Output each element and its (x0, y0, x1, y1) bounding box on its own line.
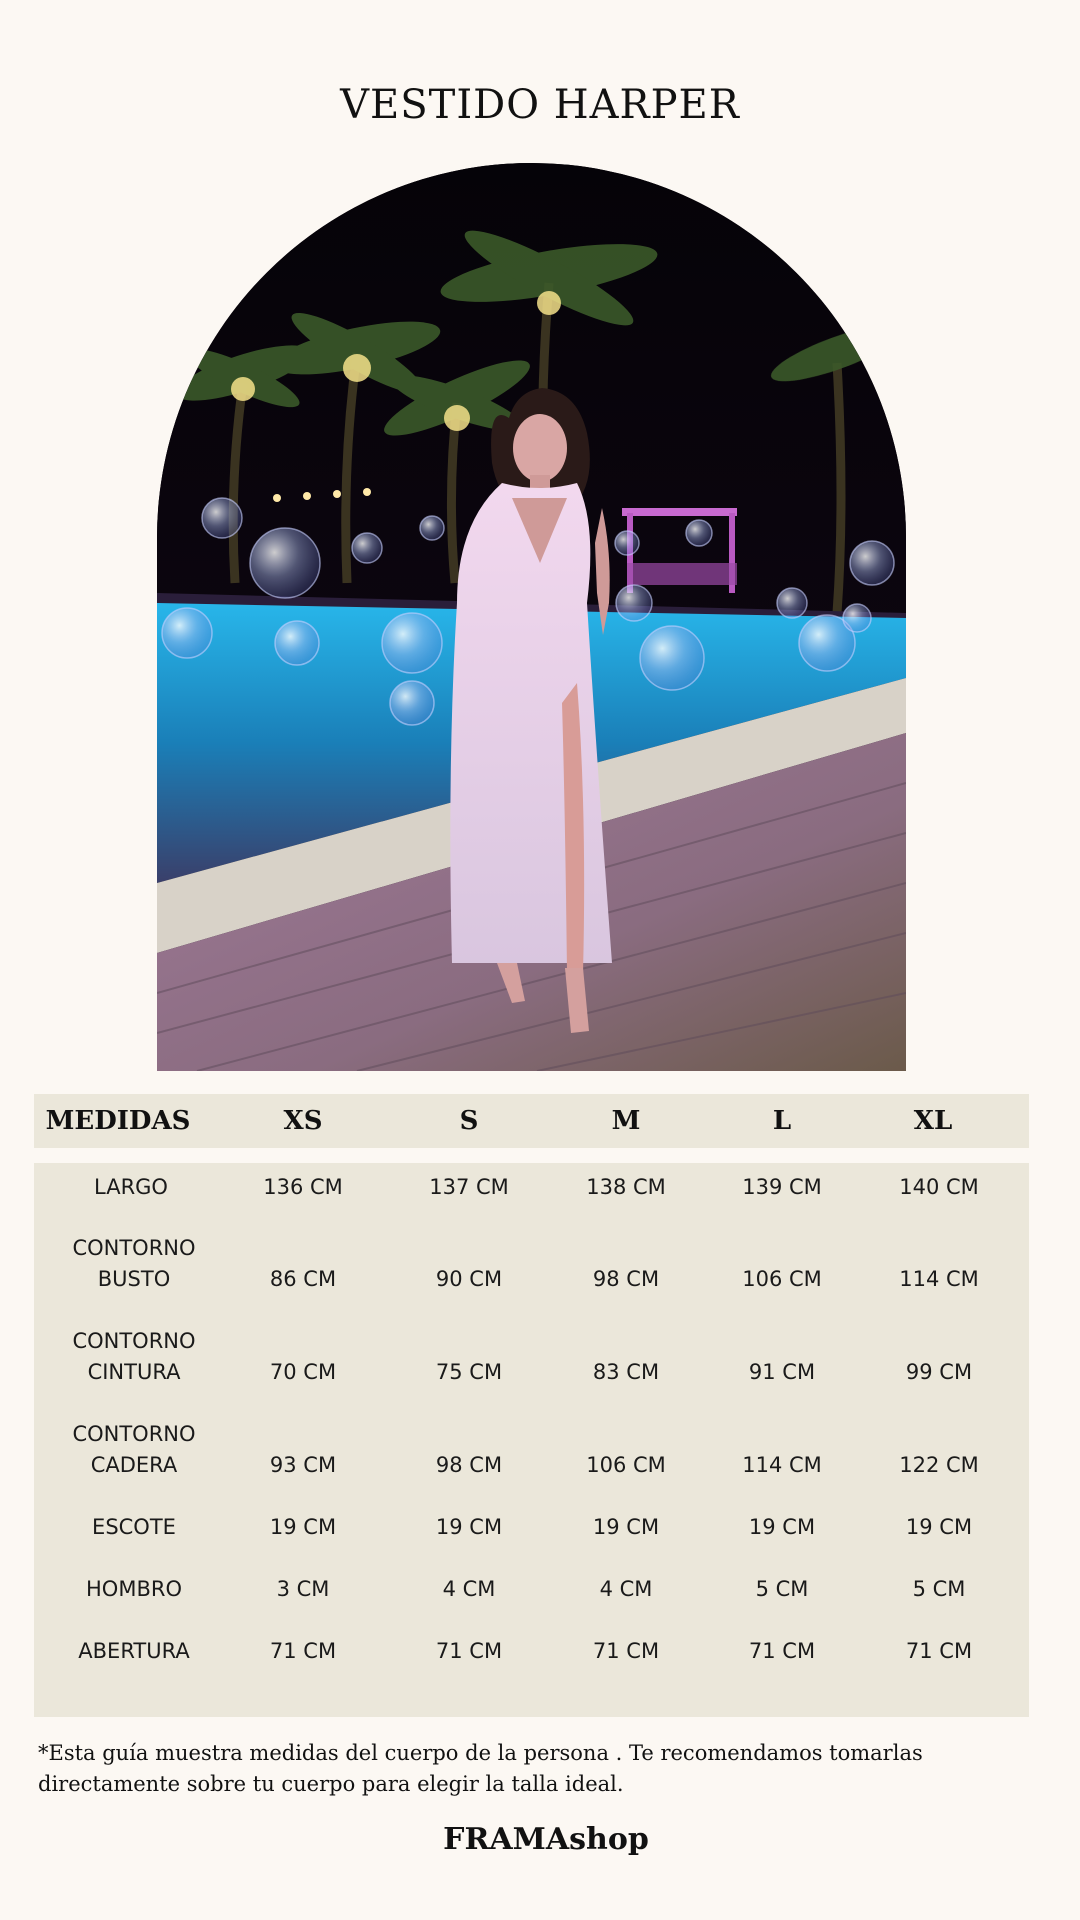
size-value: 70 CM (269, 1360, 337, 1384)
size-value: 106 CM (586, 1453, 666, 1477)
header-xl: XL (913, 1106, 953, 1136)
product-photo (157, 163, 906, 1071)
size-value: 19 CM (748, 1515, 816, 1539)
size-value: 71 CM (269, 1639, 337, 1663)
header-medidas: MEDIDAS (45, 1106, 191, 1136)
size-table-header (34, 1094, 1029, 1148)
size-value: 139 CM (742, 1175, 822, 1199)
header-xs: XS (283, 1106, 323, 1136)
size-value: 3 CM (276, 1577, 330, 1601)
size-value: 114 CM (899, 1267, 979, 1291)
row-label: HOMBRO (86, 1577, 182, 1601)
size-value: 5 CM (755, 1577, 809, 1601)
size-value: 122 CM (899, 1453, 979, 1477)
size-value: 98 CM (592, 1267, 660, 1291)
size-value: 19 CM (435, 1515, 503, 1539)
size-value: 19 CM (905, 1515, 973, 1539)
page-title: VESTIDO HARPER (340, 82, 740, 128)
measurement-note: *Esta guía muestra medidas del cuerpo de la persona . Te recomendamos tomarlas directamente sobre tu cuerpo para elegir la talla ideal. (38, 1741, 923, 1796)
photo-model-dress-pool-night-icon (157, 163, 906, 1071)
header-m: M (611, 1106, 641, 1136)
size-value: 4 CM (599, 1577, 653, 1601)
size-value: 75 CM (435, 1360, 503, 1384)
size-value: 136 CM (263, 1175, 343, 1199)
size-value: 138 CM (586, 1175, 666, 1199)
size-value: 71 CM (592, 1639, 660, 1663)
row-label: CONTORNO BUSTO (72, 1236, 196, 1291)
size-value: 140 CM (899, 1175, 979, 1199)
size-value: 86 CM (269, 1267, 337, 1291)
brand-name: FRAMAshop (443, 1822, 649, 1857)
size-value: 4 CM (442, 1577, 496, 1601)
row-label: LARGO (94, 1175, 168, 1199)
size-value: 93 CM (269, 1453, 337, 1477)
size-value: 71 CM (435, 1639, 503, 1663)
size-value: 91 CM (748, 1360, 816, 1384)
row-label: CONTORNO CADERA (72, 1422, 196, 1477)
size-value: 106 CM (742, 1267, 822, 1291)
size-value: 71 CM (905, 1639, 973, 1663)
header-l: L (772, 1106, 792, 1136)
size-value: 98 CM (435, 1453, 503, 1477)
size-value: 5 CM (912, 1577, 966, 1601)
row-label: ABERTURA (78, 1639, 190, 1663)
size-value: 99 CM (905, 1360, 973, 1384)
size-value: 90 CM (435, 1267, 503, 1291)
row-label: ESCOTE (92, 1515, 176, 1539)
row-label: CONTORNO CINTURA (72, 1329, 196, 1384)
header-s: S (459, 1106, 479, 1136)
size-value: 19 CM (592, 1515, 660, 1539)
size-value: 19 CM (269, 1515, 337, 1539)
size-value: 83 CM (592, 1360, 660, 1384)
size-value: 71 CM (748, 1639, 816, 1663)
size-table (34, 1163, 1029, 1717)
size-value: 137 CM (429, 1175, 509, 1199)
size-value: 114 CM (742, 1453, 822, 1477)
